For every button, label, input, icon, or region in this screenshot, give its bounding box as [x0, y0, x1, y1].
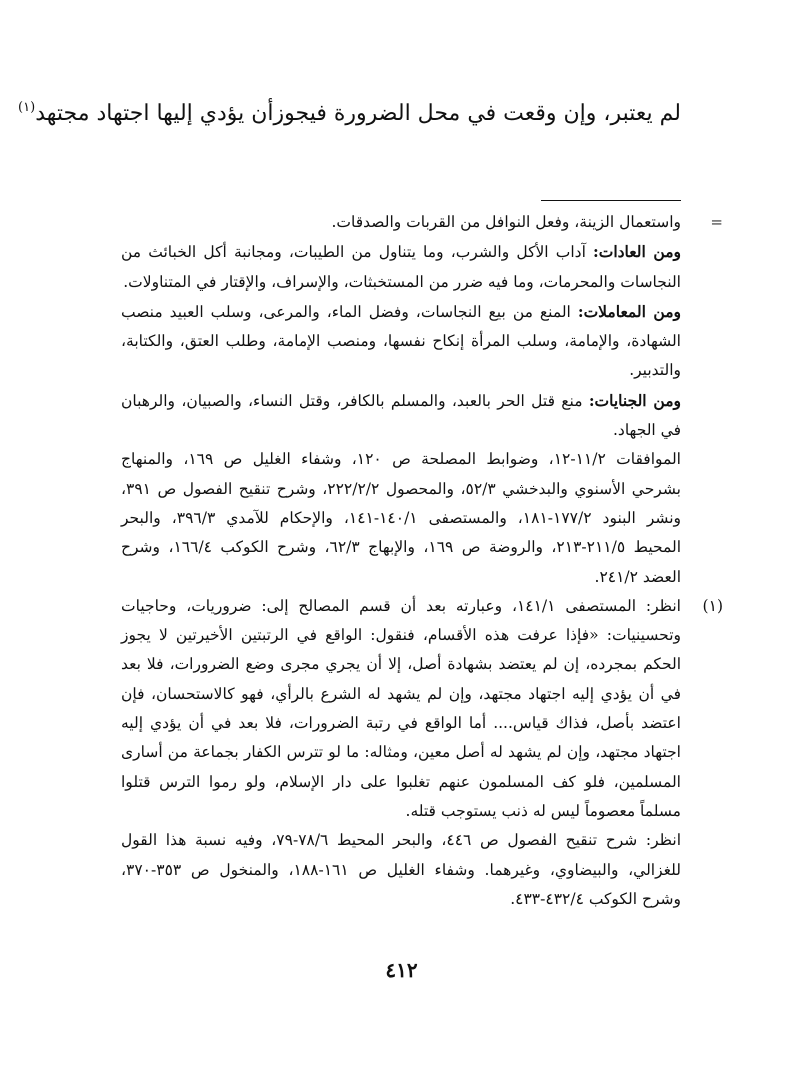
footnote-1-references	[121, 826, 681, 914]
transactions-text: المنع من بيع النجاسات، وفضل الماء، والمرعى، وسلب العبيد منصب الشهادة، والإمامة، وسلب المرأة إنكاح نفسها، ومنصب الإمامة، وطلب العتق، والكتابة، والتدبير.	[121, 302, 681, 380]
page-number: ٤١٢	[385, 958, 418, 982]
customs-paragraph	[121, 237, 681, 297]
footnotes-section	[121, 208, 723, 914]
continuation-text: واستعمال الزينة، وفعل النوافل من القربات والصدقات.	[331, 213, 681, 231]
continuation-mark: =	[710, 213, 723, 231]
transactions-label: ومن المعاملات:	[577, 301, 681, 321]
footnote-1-text: انظر: المستصفى ١٤١/١، وعبارته بعد أن قسم المصالح إلى: ضروريات، وحاجيات وتحسينيات: «فإذا عرفت هذه الأقسام، فنقول: الواقع في الرتبتين الأخيرتين لا يجوز الحكم بمجرده، إن لم يعتضد بشهادة أصل، إلا أن يجري مجرى وضع الضرورات، فلا بعد في أن يؤدي إليه اجتهاد مجتهد، وإن لم يشهد له الشرع بالرأي، فهو كالاستحسان، فإن اعتضد بأصل، فذاك قياس.... أما الواقع في رتبة الضرورات، فلا بعد في أن يؤدي إليه اجتهاد مجتهد، وإن لم يشهد له أصل معين، ومثاله: ما لو تترس الكفار بجماعة من أسارى المسلمين، فلو كف المسلمون عنهم تغلبوا على دار الإسلام، ولو رموا الترس قتلوا مسلماً معصوماً ليس له ذنب يستوجب قتله.	[121, 596, 681, 820]
footnote-reference: (١)	[18, 100, 36, 115]
footnote-separator	[541, 200, 681, 201]
footnote-1-references-text: انظر: شرح تنقيح الفصول ص ٤٤٦، والبحر المحيط ٧٨/٦-٧٩، وفيه نسبة هذا القول للغزالي، والبيضاوي، وغيرهما. وشفاء الغليل ص ١٦١-١٨٨، والمنخول ص ٣٥٣-٣٧٠، وشرح الكوكب ٤٣٢/٤-٤٣٣.	[121, 831, 682, 908]
references-paragraph	[121, 445, 681, 591]
main-text: لم يعتبر، وإن وقعت في محل الضرورة فيجوزأن يؤدي إليها اجتهاد مجتهد	[35, 101, 681, 126]
main-text-line	[18, 90, 681, 132]
customs-text: آداب الأكل والشرب، وما يتناول من الطيبات، ومجانبة أكل الخبائث من النجاسات والمحرمات، وما فيه ضرر من المستخبثات، والإسراف، والإقتار في المتناولات.	[121, 243, 681, 291]
crimes-text: منع قتل الحر بالعبد، والمسلم بالكافر، وقتل النساء، والصبيان، والرهبان في الجهاد.	[121, 391, 681, 440]
footnote-1-number: (١)	[702, 596, 723, 615]
footnote-continuation-paragraph	[121, 208, 723, 237]
references-text: الموافقات ١١/٢-١٢، وضوابط المصلحة ص ١٢٠، وشفاء الغليل ص ١٦٩، والمنهاج بشرحي الأسنوي والبدخشي ٥٢/٣، والمحصول ٢٢٢/٢/٢، وشرح تنقيح الفصول ص ٣٩١، ونشر البنود ١٧٧/٢-١٨١، والمستصفى ١٤٠/١-١٤١، والإحكام للآمدي ٣٩٦/٣، والبحر المحيط ٢١١/٥-٢١٣، والروضة ص ١٦٩، والإبهاج ٦٢/٣، وشرح الكوكب ١٦٦/٤، وشرح العضد ٢٤١/٢.	[121, 450, 682, 586]
crimes-label: ومن الجنايات:	[588, 390, 681, 410]
customs-label: ومن العادات:	[593, 242, 681, 262]
crimes-paragraph	[121, 386, 681, 446]
footnote-1	[121, 592, 723, 826]
transactions-paragraph	[121, 297, 681, 386]
